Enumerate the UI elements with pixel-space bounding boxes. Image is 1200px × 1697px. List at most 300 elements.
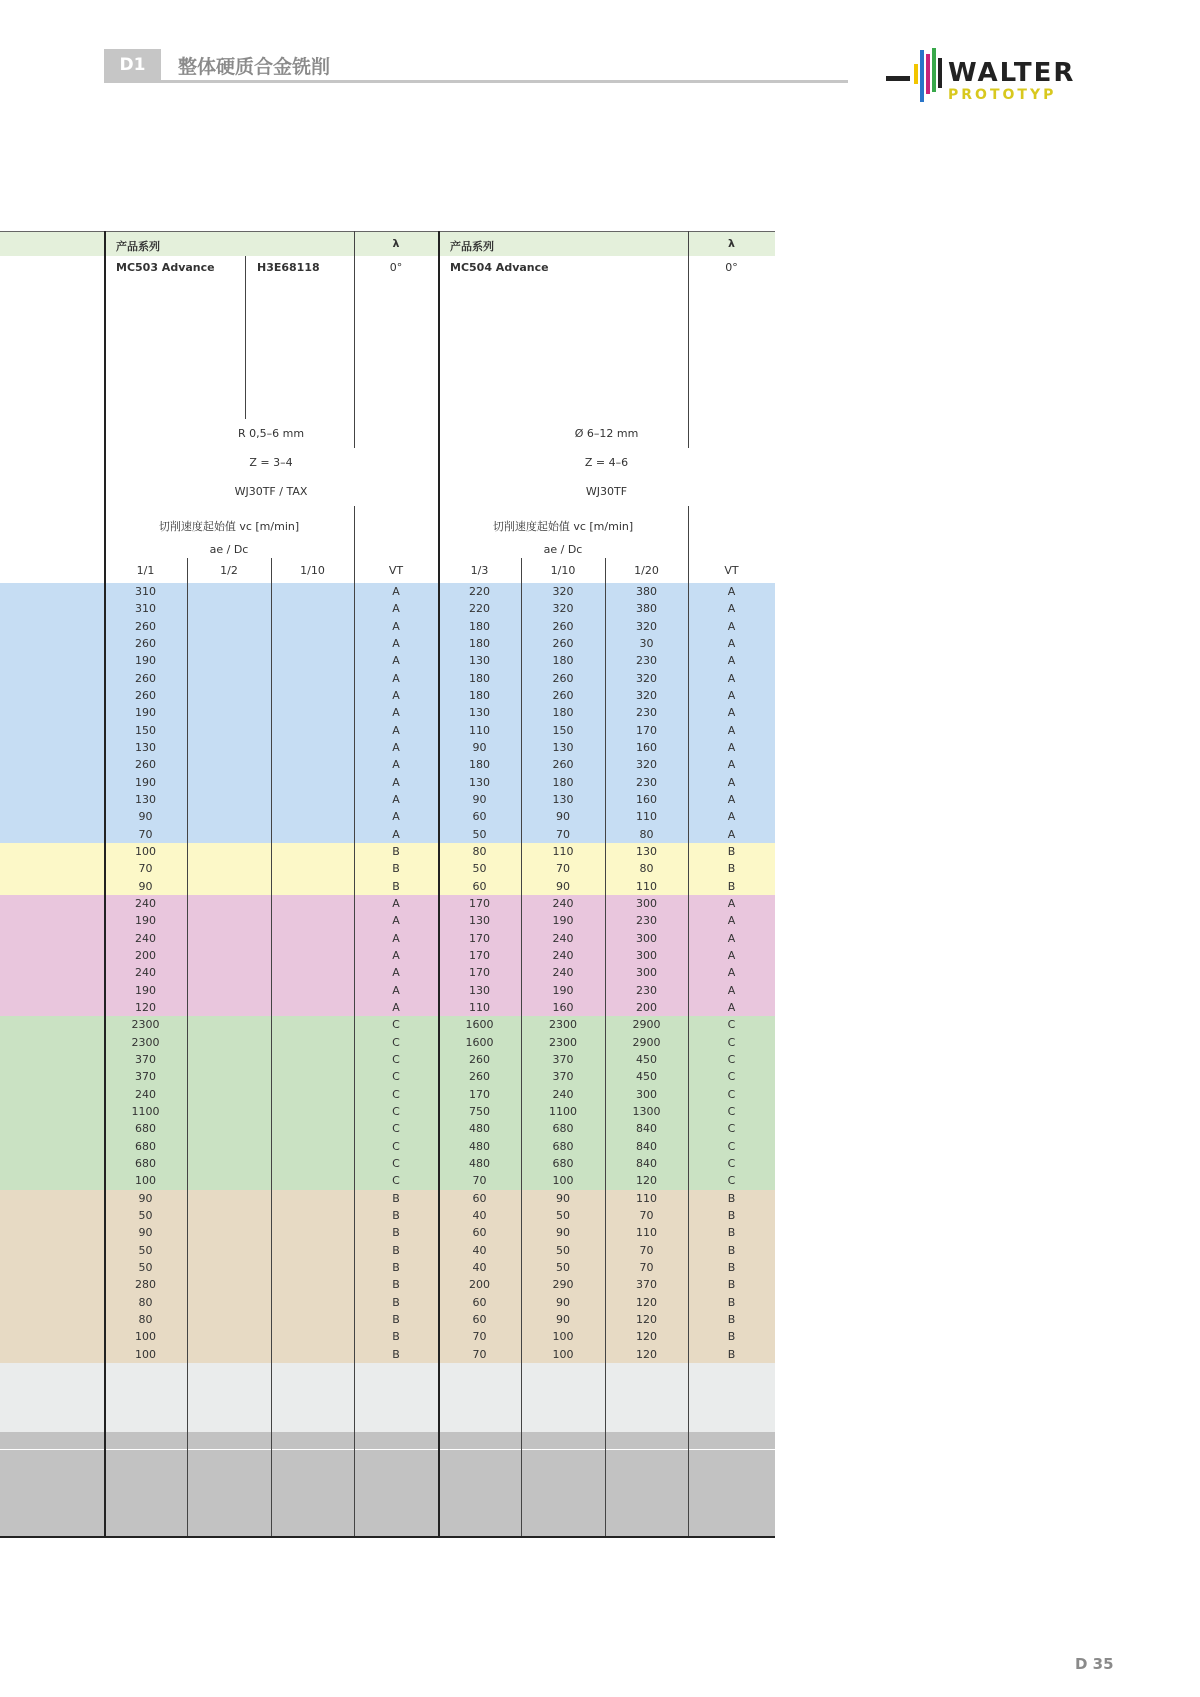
- data-cell: [271, 1051, 354, 1068]
- data-cell: [187, 1259, 271, 1276]
- truncated-left-cell: [0, 670, 104, 687]
- truncated-left-cell: [0, 1484, 104, 1501]
- truncated-left-cell: [0, 1363, 104, 1380]
- data-cell: 300: [636, 1087, 657, 1101]
- data-cell: [438, 1398, 521, 1415]
- data-cell: [104, 1467, 187, 1484]
- data-cell: A: [727, 810, 736, 824]
- data-cell: [271, 1242, 354, 1259]
- data-cell: [354, 1398, 438, 1415]
- data-cell: [438, 1467, 521, 1484]
- data-row: [0, 947, 775, 964]
- data-cell: C: [727, 1053, 736, 1067]
- data-cell: [187, 1328, 271, 1345]
- row-divider: [0, 1536, 775, 1538]
- data-cell: 110: [636, 1191, 657, 1205]
- data-cell: 50: [138, 1261, 153, 1275]
- data-cell: 680: [135, 1122, 156, 1136]
- data-cell: 100: [552, 1330, 574, 1344]
- data-cell: 240: [552, 897, 574, 911]
- data-cell: 260: [552, 637, 574, 651]
- data-cell: [187, 1346, 271, 1363]
- data-cell: [271, 878, 354, 895]
- radius-spec-2: Ø 6–12 mm: [574, 427, 639, 440]
- data-cell: 60: [472, 1191, 487, 1205]
- data-cell: 260: [469, 1053, 490, 1067]
- data-cell: [271, 1467, 354, 1484]
- data-cell: [104, 1432, 187, 1449]
- data-cell: A: [392, 602, 400, 616]
- data-cell: [271, 930, 354, 947]
- data-cell: [438, 1501, 521, 1518]
- data-cell: [187, 999, 271, 1016]
- truncated-left-cell: [0, 1224, 104, 1241]
- data-cell: 200: [135, 949, 156, 963]
- data-row: [0, 1259, 775, 1276]
- data-cell: 110: [469, 1001, 490, 1015]
- data-cell: 100: [135, 845, 156, 859]
- speed-label-1: 切削速度起始值 vc [m/min]: [158, 520, 300, 533]
- data-cell: [271, 999, 354, 1016]
- data-cell: [187, 687, 271, 704]
- data-row: [0, 808, 775, 825]
- data-cell: [187, 1380, 271, 1397]
- data-cell: [271, 1294, 354, 1311]
- data-cell: C: [727, 1157, 736, 1171]
- data-cell: [271, 791, 354, 808]
- data-row: [0, 982, 775, 999]
- data-cell: [104, 1484, 187, 1501]
- data-cell: [271, 1034, 354, 1051]
- data-cell: [605, 1519, 688, 1536]
- data-cell: 90: [556, 1313, 570, 1327]
- truncated-left-cell: [0, 1172, 104, 1189]
- data-cell: 240: [552, 1087, 574, 1101]
- data-cell: 90: [138, 1226, 153, 1240]
- data-cell: [271, 1207, 354, 1224]
- data-cell: 130: [469, 914, 490, 928]
- data-cell: 240: [135, 1087, 156, 1101]
- product-family-label-1: 产品系列: [116, 240, 160, 253]
- data-cell: [271, 652, 354, 669]
- data-cell: [688, 1398, 775, 1415]
- data-cell: 190: [135, 775, 156, 789]
- data-cell: 320: [636, 619, 657, 633]
- data-cell: [187, 1467, 271, 1484]
- data-cell: B: [392, 1313, 400, 1327]
- data-cell: A: [727, 897, 736, 911]
- data-cell: 230: [636, 706, 657, 720]
- data-cell: [688, 1432, 775, 1449]
- data-cell: 160: [636, 793, 657, 807]
- data-cell: [354, 1484, 438, 1501]
- data-cell: 2300: [549, 1018, 577, 1032]
- data-cell: A: [727, 723, 736, 737]
- data-cell: [187, 583, 271, 600]
- data-cell: [271, 1103, 354, 1120]
- data-cell: [187, 1207, 271, 1224]
- data-row: [0, 704, 775, 721]
- data-cell: [271, 600, 354, 617]
- truncated-left-cell: [0, 860, 104, 877]
- data-cell: A: [727, 585, 736, 599]
- data-cell: [354, 1415, 438, 1432]
- data-cell: [271, 1363, 354, 1380]
- data-row: [0, 600, 775, 617]
- data-cell: 70: [639, 1261, 654, 1275]
- data-cell: [187, 774, 271, 791]
- data-cell: [104, 1415, 187, 1432]
- ratio-col-2: 1/2: [220, 564, 238, 577]
- data-cell: B: [727, 1191, 736, 1205]
- column-divider: [104, 231, 106, 1536]
- speed-label-2: 切削速度起始值 vc [m/min]: [492, 520, 634, 533]
- data-cell: 190: [552, 914, 574, 928]
- data-cell: [271, 1138, 354, 1155]
- data-cell: [187, 739, 271, 756]
- data-cell: [187, 947, 271, 964]
- data-row: [0, 618, 775, 635]
- data-cell: [271, 912, 354, 929]
- logo-bars-icon: [884, 46, 948, 106]
- data-cell: 190: [135, 654, 156, 668]
- data-cell: 100: [552, 1347, 574, 1361]
- data-cell: C: [392, 1018, 400, 1032]
- data-cell: [187, 808, 271, 825]
- data-cell: [688, 1467, 775, 1484]
- data-cell: 680: [135, 1139, 156, 1153]
- data-cell: A: [392, 619, 400, 633]
- section-badge: D1: [104, 49, 161, 81]
- data-cell: 260: [135, 619, 156, 633]
- data-row: [0, 1450, 775, 1467]
- data-cell: [271, 1068, 354, 1085]
- data-cell: C: [727, 1139, 736, 1153]
- logo-word: WALTER: [948, 58, 1076, 88]
- data-cell: 120: [636, 1313, 657, 1327]
- truncated-left-cell: [0, 1155, 104, 1172]
- data-row: [0, 1484, 775, 1501]
- data-cell: 90: [556, 810, 570, 824]
- data-cell: [271, 1086, 354, 1103]
- data-cell: 2300: [131, 1035, 160, 1049]
- data-cell: [271, 826, 354, 843]
- data-cell: 310: [135, 602, 156, 616]
- data-cell: [271, 670, 354, 687]
- data-cell: 130: [469, 983, 490, 997]
- data-cell: A: [727, 949, 736, 963]
- data-cell: 320: [552, 602, 574, 616]
- ratio-label-2: ae / Dc: [543, 543, 583, 556]
- data-cell: A: [727, 671, 736, 685]
- grade-spec-2: WJ30TF: [585, 485, 628, 498]
- ratio-label-1: ae / Dc: [209, 543, 249, 556]
- data-cell: 320: [552, 585, 574, 599]
- data-cell: A: [727, 914, 736, 928]
- column-divider: [688, 506, 689, 1536]
- data-cell: [187, 1501, 271, 1518]
- data-cell: 170: [469, 949, 490, 963]
- data-cell: 150: [135, 723, 156, 737]
- data-cell: [187, 618, 271, 635]
- data-cell: C: [392, 1174, 400, 1188]
- data-cell: 90: [556, 879, 570, 893]
- data-cell: 260: [552, 758, 574, 772]
- data-cell: 260: [552, 619, 574, 633]
- data-cell: 40: [472, 1261, 487, 1275]
- data-row: [0, 1016, 775, 1033]
- truncated-left-cell: [0, 774, 104, 791]
- data-row: [0, 999, 775, 1016]
- truncated-left-cell: [0, 826, 104, 843]
- data-cell: 70: [556, 827, 570, 841]
- data-row: [0, 1380, 775, 1397]
- logo-subword: PROTOTYP: [948, 87, 1057, 103]
- column-label-row: [0, 558, 775, 583]
- data-cell: A: [727, 931, 736, 945]
- data-row: [0, 670, 775, 687]
- truncated-left-cell: [0, 1467, 104, 1484]
- data-cell: [187, 1086, 271, 1103]
- data-cell: A: [727, 827, 736, 841]
- data-cell: [271, 1519, 354, 1536]
- data-cell: A: [727, 602, 736, 616]
- column-divider: [688, 231, 689, 448]
- data-cell: 170: [469, 1087, 490, 1101]
- data-cell: [271, 860, 354, 877]
- data-cell: 120: [636, 1330, 657, 1344]
- data-cell: 320: [636, 671, 657, 685]
- data-cell: [521, 1484, 605, 1501]
- data-cell: 230: [636, 654, 657, 668]
- data-cell: [187, 1068, 271, 1085]
- header-rule: [104, 80, 848, 83]
- data-cell: C: [392, 1139, 400, 1153]
- data-cell: 100: [135, 1347, 156, 1361]
- data-cell: [438, 1519, 521, 1536]
- data-cell: 260: [469, 1070, 490, 1084]
- data-row: [0, 1415, 775, 1432]
- data-cell: C: [392, 1053, 400, 1067]
- data-cell: C: [727, 1087, 736, 1101]
- data-cell: 180: [552, 775, 574, 789]
- data-cell: C: [727, 1070, 736, 1084]
- data-row: [0, 1103, 775, 1120]
- data-cell: 240: [552, 931, 574, 945]
- data-cell: [605, 1380, 688, 1397]
- data-cell: B: [727, 1261, 736, 1275]
- data-cell: [438, 1450, 521, 1467]
- data-cell: [271, 1432, 354, 1449]
- data-cell: 1300: [632, 1105, 661, 1119]
- data-cell: [271, 1380, 354, 1397]
- data-cell: [271, 739, 354, 756]
- data-cell: 110: [636, 879, 657, 893]
- data-cell: 240: [135, 931, 156, 945]
- data-cell: 370: [552, 1053, 574, 1067]
- data-cell: A: [727, 741, 736, 755]
- data-cell: [271, 1120, 354, 1137]
- page-number: D 35: [1075, 1655, 1114, 1673]
- data-cell: [438, 1432, 521, 1449]
- data-cell: [271, 1224, 354, 1241]
- data-cell: [438, 1380, 521, 1397]
- data-cell: A: [392, 931, 400, 945]
- data-cell: [271, 1016, 354, 1033]
- data-cell: A: [727, 983, 736, 997]
- lambda-label-1: λ: [392, 237, 400, 250]
- data-cell: 130: [469, 775, 490, 789]
- data-cell: A: [392, 897, 400, 911]
- data-cell: [271, 843, 354, 860]
- data-cell: 2300: [131, 1018, 160, 1032]
- data-cell: 170: [636, 723, 657, 737]
- data-cell: 320: [636, 758, 657, 772]
- data-cell: 260: [552, 689, 574, 703]
- data-cell: C: [392, 1035, 400, 1049]
- data-cell: 60: [472, 1226, 487, 1240]
- data-cell: [438, 1484, 521, 1501]
- data-row: [0, 1068, 775, 1085]
- data-cell: [271, 1311, 354, 1328]
- data-cell: [271, 1276, 354, 1293]
- data-cell: 230: [636, 775, 657, 789]
- data-cell: [187, 843, 271, 860]
- truncated-left-cell: [0, 1380, 104, 1397]
- data-cell: [605, 1484, 688, 1501]
- data-cell: B: [392, 1347, 400, 1361]
- truncated-left-cell: [0, 947, 104, 964]
- data-cell: 240: [552, 966, 574, 980]
- data-cell: 130: [552, 793, 574, 807]
- data-cell: 120: [135, 1001, 156, 1015]
- data-cell: 220: [469, 585, 490, 599]
- truncated-left-cell: [0, 739, 104, 756]
- data-cell: [271, 583, 354, 600]
- ratio-col-3: 1/10: [300, 564, 325, 577]
- data-cell: B: [727, 845, 736, 859]
- data-cell: [187, 1311, 271, 1328]
- data-cell: 190: [135, 706, 156, 720]
- data-cell: [187, 652, 271, 669]
- data-cell: 260: [135, 689, 156, 703]
- data-cell: [354, 1363, 438, 1380]
- data-cell: A: [392, 723, 400, 737]
- data-cell: [438, 1415, 521, 1432]
- data-cell: 50: [138, 1243, 153, 1257]
- data-cell: [104, 1363, 187, 1380]
- data-cell: [187, 704, 271, 721]
- data-cell: 290: [552, 1278, 574, 1292]
- data-cell: 220: [469, 602, 490, 616]
- data-cell: [271, 635, 354, 652]
- truncated-left-cell: [0, 1450, 104, 1467]
- data-row: [0, 878, 775, 895]
- data-cell: 120: [636, 1174, 657, 1188]
- lambda-value-2: 0°: [725, 261, 738, 274]
- data-cell: [187, 722, 271, 739]
- data-cell: 70: [138, 862, 153, 876]
- data-row: [0, 930, 775, 947]
- column-divider: [438, 231, 440, 1536]
- data-cell: B: [727, 1347, 736, 1361]
- data-cell: [521, 1398, 605, 1415]
- data-row: [0, 1086, 775, 1103]
- data-cell: 70: [472, 1330, 487, 1344]
- truncated-left-cell: [0, 1398, 104, 1415]
- data-cell: [187, 1120, 271, 1137]
- data-cell: 70: [472, 1347, 487, 1361]
- data-cell: A: [392, 706, 400, 720]
- data-cell: C: [392, 1157, 400, 1171]
- data-cell: [187, 1016, 271, 1033]
- data-cell: [688, 1484, 775, 1501]
- data-cell: 280: [135, 1278, 156, 1292]
- radius-spec-row: [0, 419, 775, 448]
- data-cell: 680: [552, 1157, 574, 1171]
- data-cell: [354, 1467, 438, 1484]
- data-cell: A: [392, 585, 400, 599]
- truncated-left-cell: [0, 600, 104, 617]
- ratio-col-1: 1/1: [136, 564, 155, 577]
- column-divider: [521, 558, 522, 1536]
- data-cell: 300: [636, 949, 657, 963]
- truncated-left-cell: [0, 1415, 104, 1432]
- truncated-left-cell: [0, 722, 104, 739]
- data-cell: 60: [472, 879, 487, 893]
- truncated-left-cell: [0, 1242, 104, 1259]
- data-cell: B: [727, 1243, 736, 1257]
- data-row: [0, 1467, 775, 1484]
- data-cell: [187, 1155, 271, 1172]
- data-cell: 80: [639, 827, 654, 841]
- data-cell: [354, 1450, 438, 1467]
- data-cell: 40: [472, 1243, 487, 1257]
- data-cell: 2900: [632, 1035, 661, 1049]
- data-cell: [187, 1190, 271, 1207]
- data-cell: A: [392, 914, 400, 928]
- data-cell: 130: [469, 654, 490, 668]
- truncated-left-cell: [0, 1068, 104, 1085]
- data-cell: [187, 1415, 271, 1432]
- data-cell: 300: [636, 966, 657, 980]
- data-cell: C: [727, 1174, 736, 1188]
- data-cell: [271, 1484, 354, 1501]
- product-code-h3e68118: H3E68118: [257, 261, 320, 274]
- data-cell: B: [392, 1295, 400, 1309]
- column-divider: [354, 231, 355, 448]
- data-cell: [271, 1328, 354, 1345]
- data-cell: 30: [639, 637, 654, 651]
- data-cell: [187, 1242, 271, 1259]
- data-cell: 260: [552, 671, 574, 685]
- product-family-label-2: 产品系列: [450, 240, 494, 253]
- data-cell: 180: [469, 637, 490, 651]
- data-cell: 320: [636, 689, 657, 703]
- data-cell: [271, 1190, 354, 1207]
- truncated-left-cell: [0, 1432, 104, 1449]
- data-cell: 50: [556, 1209, 570, 1223]
- data-cell: [688, 1363, 775, 1380]
- teeth-spec-row: [0, 448, 775, 477]
- data-cell: 200: [636, 1001, 657, 1015]
- data-cell: 240: [135, 897, 156, 911]
- data-cell: [187, 1519, 271, 1536]
- data-cell: A: [727, 689, 736, 703]
- data-cell: 90: [138, 1191, 153, 1205]
- data-cell: 130: [135, 741, 156, 755]
- grade-spec-1: WJ30TF / TAX: [234, 485, 308, 498]
